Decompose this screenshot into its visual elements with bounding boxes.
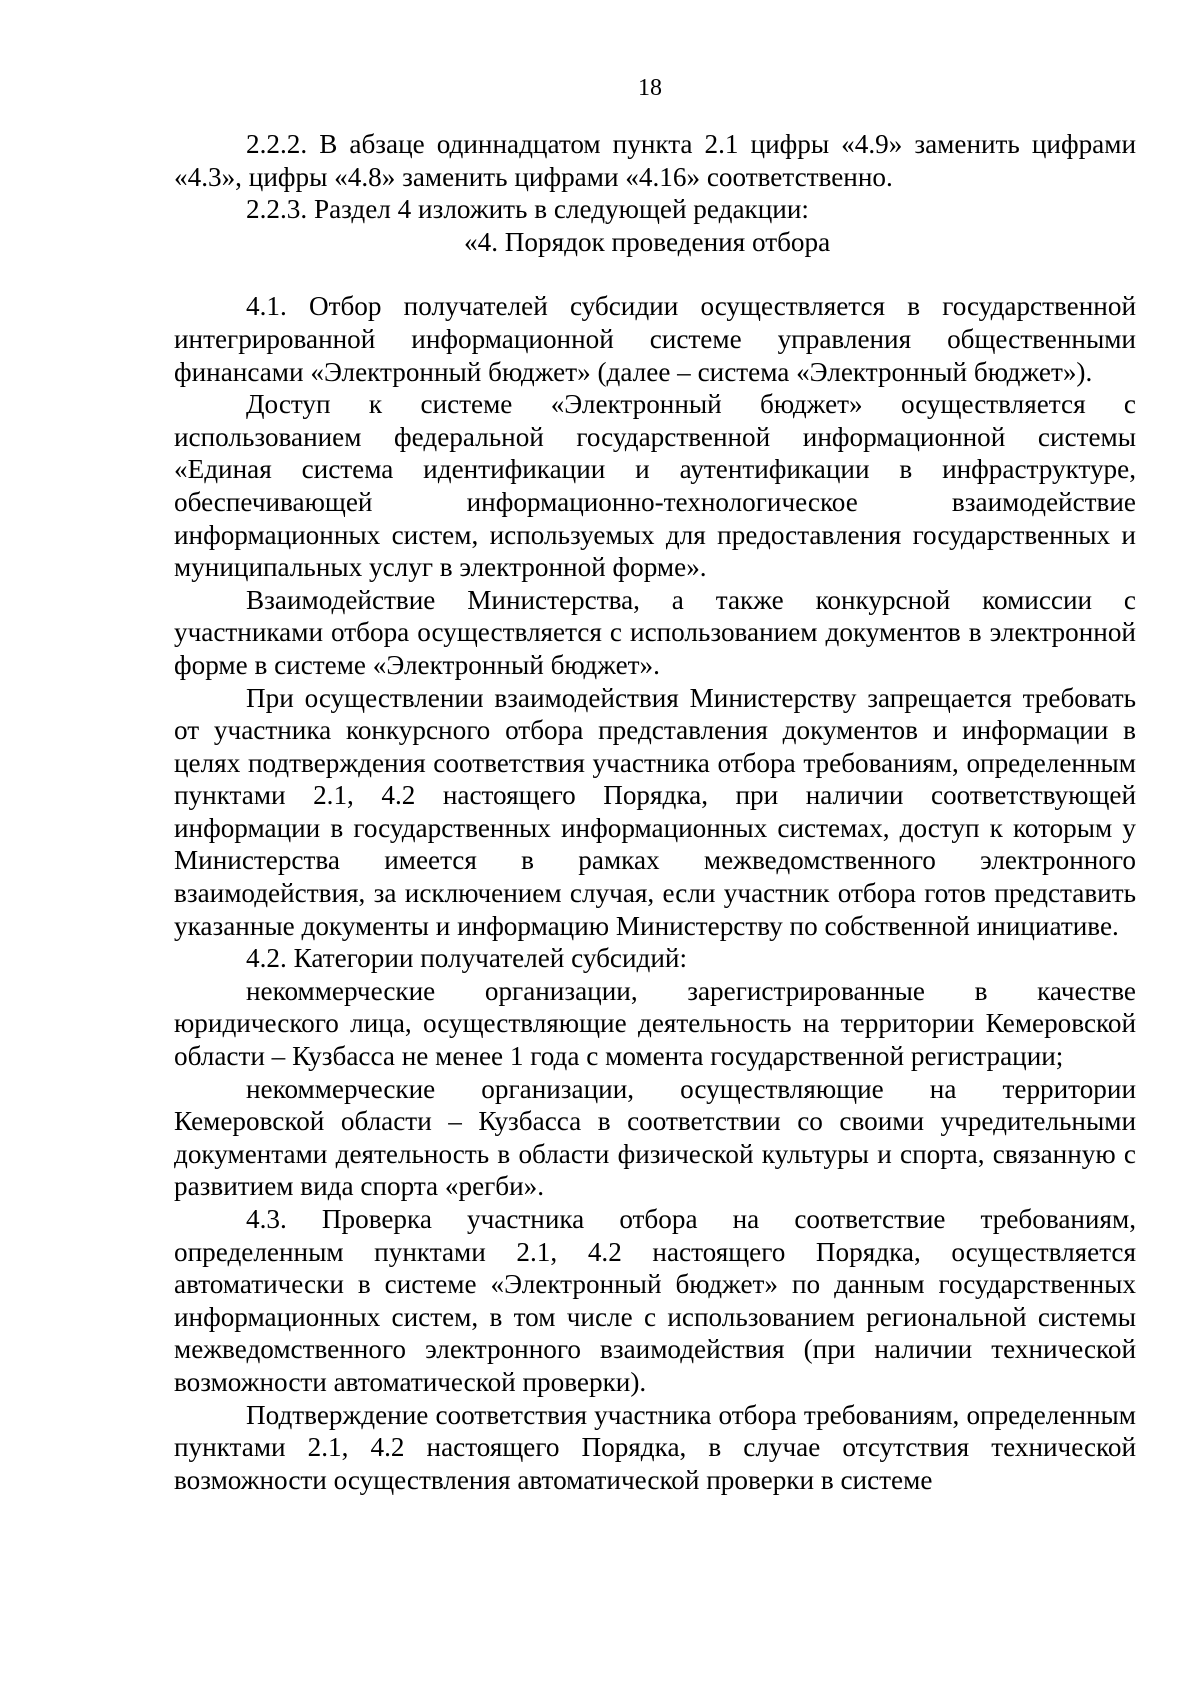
paragraph-confirmation: Подтверждение соответствия участника отбора требованиям, определенным пунктами 2.1, 4.2 настоящего Порядка, в случае отсутствия технической возможности осуществления автоматической проверки в системе xyxy=(174,1399,1136,1495)
paragraph-4-3: 4.3. Проверка участника отбора на соответствие требованиям, определенным пунктами 2.1, 4.2 настоящего Порядка, осуществляется автоматически в системе «Электронный бюджет» по данным государственных информационных систем, в том числе с использованием региональной системы межведомственного электронного взаимодействия (при наличии технической возможности автоматической проверки). xyxy=(174,1204,1136,1397)
paragraph-2-2-2: 2.2.2. В абзаце одиннадцатом пункта 2.1 цифры «4.9» заменить цифрами «4.3», цифры «4.8» заменить цифрами «4.16» соответственно. xyxy=(174,129,1136,192)
document-body xyxy=(174,128,1136,1496)
paragraph-4-1: 4.1. Отбор получателей субсидии осуществляется в государственной интегрированной информационной системе управления общественными финансами «Электронный бюджет» (далее – система «Электронный бюджет»). xyxy=(174,291,1136,387)
page-number: 18 xyxy=(638,75,662,101)
paragraph-interaction: Взаимодействие Министерства, а также конкурсной комиссии с участниками отбора осуществляется с использованием документов в электронной форме в системе «Электронный бюджет». xyxy=(174,584,1136,680)
section-heading: «4. Порядок проведения отбора xyxy=(464,226,831,257)
paragraph-access: Доступ к системе «Электронный бюджет» осуществляется с использованием федеральной государственной информационной системы «Единая система идентификации и аутентификации в инфраструктуре, обеспечивающей информационно-технологическое взаимодействие информационных систем, используемых для предоставления государственных и муниципальных услуг в электронной форме». xyxy=(174,389,1136,583)
paragraph-4-2: 4.2. Категории получателей субсидий: xyxy=(246,943,688,974)
list-item-category-1: некоммерческие организации, зарегистрированные в качестве юридического лица, осуществляющие деятельность на территории Кемеровской области – Кузбасса не менее 1 года с момента государственной регистрации; xyxy=(174,975,1136,1072)
list-item-category-2: некоммерческие организации, осуществляющие на территории Кемеровской области – Кузбасса в соответствии со своими учредительными документами деятельность в области физической культуры и спорта, связанную с развитием вида спорта «регби». xyxy=(174,1073,1136,1202)
paragraph-prohibition: При осуществлении взаимодействия Министерству запрещается требовать от участника конкурсного отбора представления документов и информации в целях подтверждения соответствия участника отбора требованиям, определенным пунктами 2.1, 4.2 настоящего Порядка, при наличии соответствующей информации в государственных информационных системах, доступ к которым у Министерства имеется в рамках межведомственного электронного взаимодействия, за исключением случая, если участник отбора готов представить указанные документы и информацию Министерству по собственной инициативе. xyxy=(174,682,1136,941)
paragraph-2-2-3: 2.2.3. Раздел 4 изложить в следующей редакции: xyxy=(246,194,809,225)
